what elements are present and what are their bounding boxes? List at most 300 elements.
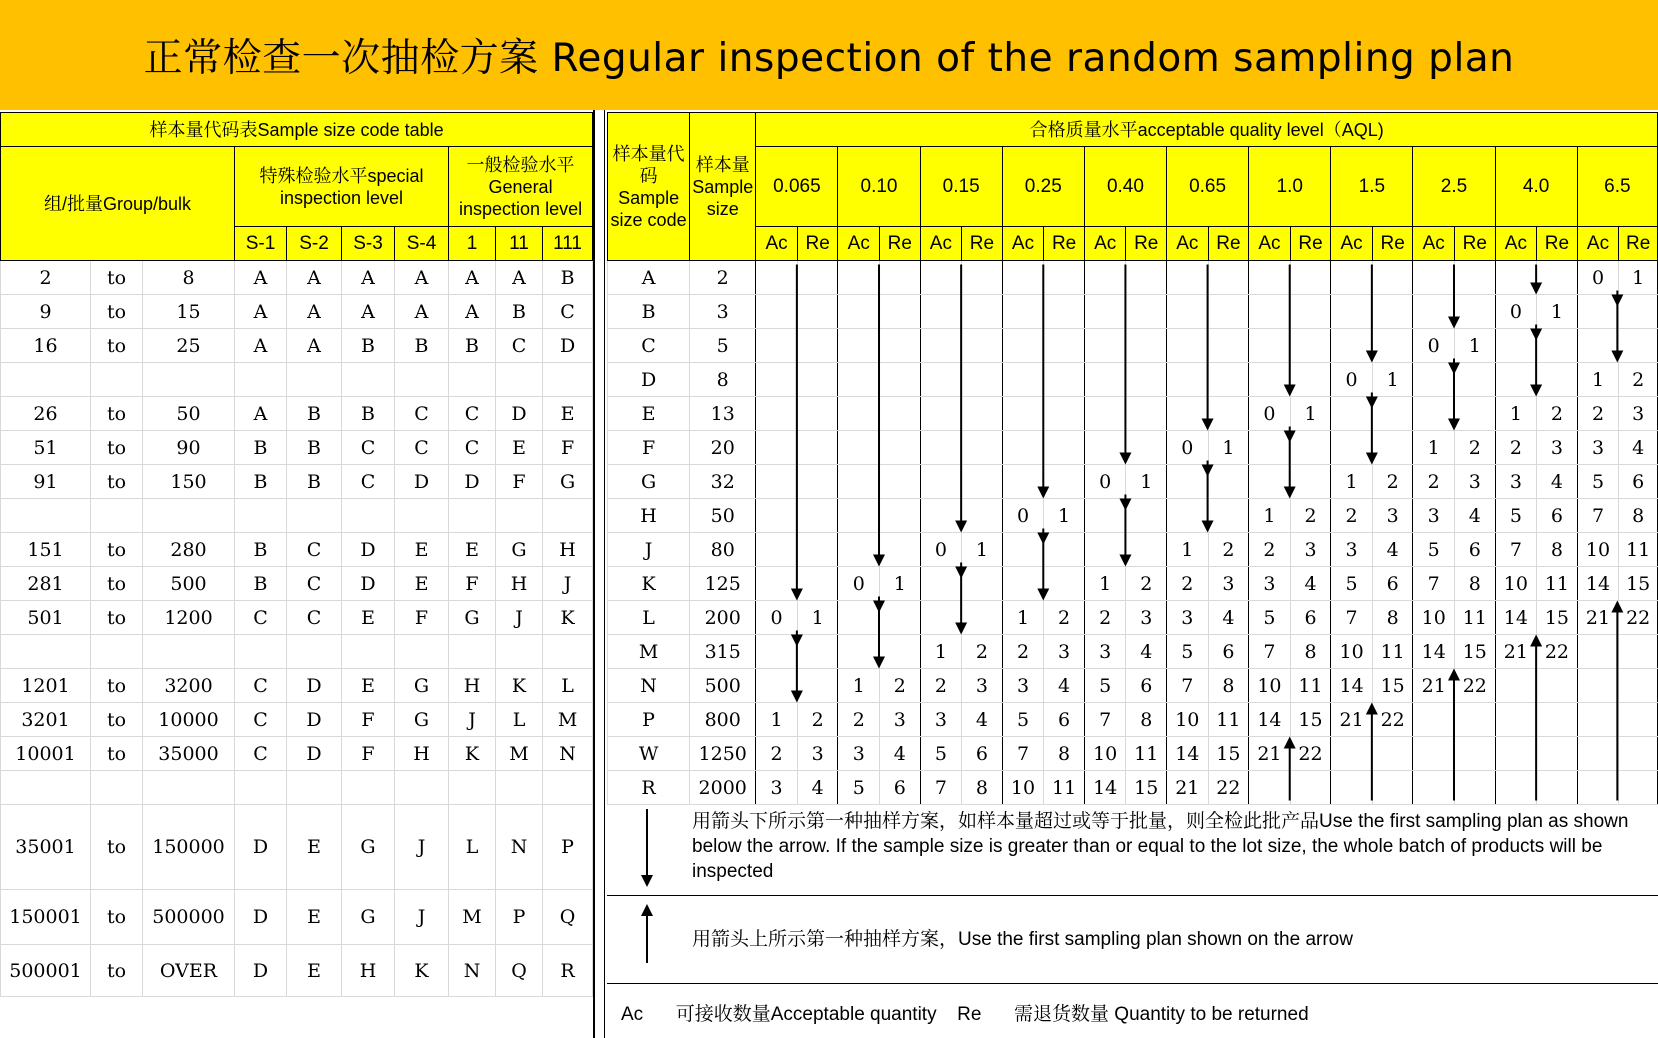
page-title: 正常检查一次抽检方案 Regular inspection of the random sampling plan bbox=[143, 36, 1515, 81]
group-end-cell: 25 bbox=[143, 329, 235, 363]
re-cell: 15 bbox=[1126, 771, 1167, 805]
group-row bbox=[1, 295, 593, 329]
group-to-cell bbox=[91, 771, 143, 805]
re-header: Re bbox=[1044, 227, 1085, 261]
code-letter-cell: E bbox=[287, 805, 342, 890]
re-cell bbox=[797, 363, 838, 397]
code-letter-cell: H bbox=[449, 669, 496, 703]
code-letter-cell bbox=[395, 499, 449, 533]
ac-cell bbox=[1495, 261, 1537, 295]
ac-cell: 21 bbox=[1331, 703, 1373, 737]
code-letter-cell: E bbox=[342, 601, 395, 635]
ac-cell bbox=[1167, 329, 1209, 363]
group-from-cell: 151 bbox=[1, 533, 91, 567]
aql-level-header: 0.15 bbox=[920, 147, 1002, 227]
code-letter-cell: D bbox=[543, 329, 593, 363]
re-header: Re bbox=[962, 227, 1003, 261]
sample-size-cell: 800 bbox=[690, 703, 756, 737]
re-header: Re bbox=[797, 227, 838, 261]
sampling-row bbox=[608, 465, 1658, 499]
group-end-cell bbox=[143, 363, 235, 397]
re-cell: 15 bbox=[1619, 567, 1658, 601]
group-from-cell: 91 bbox=[1, 465, 91, 499]
code-letter-cell: B bbox=[235, 567, 287, 601]
group-from-cell bbox=[1, 363, 91, 397]
ac-cell: 5 bbox=[1002, 703, 1044, 737]
re-cell: 11 bbox=[1290, 669, 1331, 703]
re-cell bbox=[1619, 771, 1658, 805]
re-header: Re bbox=[1290, 227, 1331, 261]
ac-cell bbox=[1249, 363, 1291, 397]
re-cell bbox=[1044, 295, 1085, 329]
ac-cell: 2 bbox=[1495, 431, 1537, 465]
ac-cell bbox=[920, 601, 962, 635]
re-cell: 1 bbox=[1619, 261, 1658, 295]
ac-cell bbox=[1577, 295, 1619, 329]
code-letter-cell: B bbox=[287, 465, 342, 499]
re-cell bbox=[962, 261, 1003, 295]
re-cell: 4 bbox=[1537, 465, 1578, 499]
re-cell bbox=[1208, 329, 1249, 363]
code-letter-cell: C bbox=[287, 567, 342, 601]
re-cell: 2 bbox=[1208, 533, 1249, 567]
re-cell bbox=[1208, 397, 1249, 431]
code-letter-cell: N bbox=[543, 737, 593, 771]
re-cell: 11 bbox=[1455, 601, 1496, 635]
ac-cell: 14 bbox=[1249, 703, 1291, 737]
re-cell bbox=[1372, 397, 1413, 431]
code-cell: J bbox=[608, 533, 690, 567]
legend-down-text: 用箭头下所示第一种抽样方案，如样本量超过或等于批量，则全检此批产品Use the first sampling plan as shown below the arrow. If the sample size is greater than or equal to the lot size, the whole batch of products will be inspected bbox=[692, 811, 1629, 882]
ac-header: Ac bbox=[756, 227, 798, 261]
re-cell bbox=[1537, 771, 1578, 805]
code-letter-cell bbox=[543, 635, 593, 669]
re-cell: 6 bbox=[962, 737, 1003, 771]
ac-cell: 7 bbox=[1495, 533, 1537, 567]
code-letter-cell: D bbox=[235, 805, 287, 890]
ac-cell bbox=[1002, 567, 1044, 601]
re-cell bbox=[1208, 465, 1249, 499]
ac-cell: 7 bbox=[1084, 703, 1126, 737]
code-letter-cell: A bbox=[287, 329, 342, 363]
ac-cell: 1 bbox=[920, 635, 962, 669]
re-cell bbox=[1044, 533, 1085, 567]
ac-cell bbox=[1577, 737, 1619, 771]
ac-cell bbox=[1002, 329, 1044, 363]
ac-cell: 0 bbox=[838, 567, 880, 601]
code-cell: F bbox=[608, 431, 690, 465]
re-cell: 3 bbox=[880, 703, 921, 737]
ac-cell bbox=[1413, 397, 1455, 431]
code-cell: N bbox=[608, 669, 690, 703]
ac-cell: 7 bbox=[1413, 567, 1455, 601]
re-cell bbox=[1372, 295, 1413, 329]
code-letter-cell: D bbox=[235, 945, 287, 997]
code-letter-cell: C bbox=[287, 533, 342, 567]
code-letter-cell: K bbox=[395, 945, 449, 997]
ac-cell: 5 bbox=[1495, 499, 1537, 533]
sample-size-cell: 8 bbox=[690, 363, 756, 397]
group-to-cell bbox=[91, 499, 143, 533]
code-letter-cell: H bbox=[395, 737, 449, 771]
code-letter-cell: C bbox=[342, 465, 395, 499]
ac-cell: 2 bbox=[1331, 499, 1373, 533]
sample-size-cell: 2 bbox=[690, 261, 756, 295]
re-cell bbox=[1372, 771, 1413, 805]
code-letter-cell: A bbox=[235, 261, 287, 295]
sampling-row bbox=[608, 261, 1658, 295]
group-from-cell: 500001 bbox=[1, 945, 91, 997]
sampling-row bbox=[608, 635, 1658, 669]
ac-cell: 1 bbox=[838, 669, 880, 703]
re-cell: 4 bbox=[797, 771, 838, 805]
code-letter-cell bbox=[496, 635, 543, 669]
ac-cell bbox=[756, 499, 798, 533]
legend-ac-label: Ac bbox=[621, 1004, 644, 1025]
re-cell bbox=[1044, 329, 1085, 363]
ac-header: Ac bbox=[1495, 227, 1537, 261]
code-letter-cell: J bbox=[395, 890, 449, 945]
code-cell: W bbox=[608, 737, 690, 771]
code-letter-cell: B bbox=[235, 431, 287, 465]
code-letter-cell bbox=[235, 771, 287, 805]
code-letter-cell bbox=[342, 635, 395, 669]
re-cell bbox=[1619, 669, 1658, 703]
code-cell: D bbox=[608, 363, 690, 397]
re-cell bbox=[880, 397, 921, 431]
code-letter-cell: C bbox=[395, 431, 449, 465]
code-letter-cell: H bbox=[496, 567, 543, 601]
ac-cell: 21 bbox=[1167, 771, 1209, 805]
re-cell: 3 bbox=[797, 737, 838, 771]
ac-header: Ac bbox=[838, 227, 880, 261]
group-to-cell bbox=[91, 635, 143, 669]
re-cell: 8 bbox=[1537, 533, 1578, 567]
re-cell: 4 bbox=[880, 737, 921, 771]
ac-cell bbox=[756, 567, 798, 601]
ac-cell bbox=[920, 295, 962, 329]
re-cell: 4 bbox=[1044, 669, 1085, 703]
ac-cell: 2 bbox=[1249, 533, 1291, 567]
ac-cell bbox=[1495, 771, 1537, 805]
code-letter-cell: C bbox=[235, 703, 287, 737]
level-header: S-1 bbox=[235, 227, 287, 261]
group-row bbox=[1, 363, 593, 397]
level-header: 11 bbox=[496, 227, 543, 261]
re-cell: 11 bbox=[1372, 635, 1413, 669]
code-letter-cell: E bbox=[287, 890, 342, 945]
re-cell: 1 bbox=[797, 601, 838, 635]
re-cell: 6 bbox=[1208, 635, 1249, 669]
group-end-cell: OVER bbox=[143, 945, 235, 997]
ac-cell: 21 bbox=[1495, 635, 1537, 669]
code-letter-cell: D bbox=[342, 533, 395, 567]
re-cell: 22 bbox=[1537, 635, 1578, 669]
ac-cell: 3 bbox=[756, 771, 798, 805]
re-cell bbox=[962, 431, 1003, 465]
sample-size-cell: 50 bbox=[690, 499, 756, 533]
re-cell: 3 bbox=[1372, 499, 1413, 533]
code-letter-cell: D bbox=[287, 703, 342, 737]
legend-acre-row bbox=[607, 984, 1658, 1038]
code-letter-cell: A bbox=[287, 261, 342, 295]
code-letter-cell: E bbox=[287, 945, 342, 997]
code-letter-cell: D bbox=[287, 669, 342, 703]
code-cell: A bbox=[608, 261, 690, 295]
ac-cell bbox=[1249, 431, 1291, 465]
ac-cell: 3 bbox=[1167, 601, 1209, 635]
group-from-cell: 10001 bbox=[1, 737, 91, 771]
re-cell bbox=[880, 431, 921, 465]
code-letter-cell: N bbox=[449, 945, 496, 997]
code-letter-cell: K bbox=[543, 601, 593, 635]
sample-size-cell: 20 bbox=[690, 431, 756, 465]
code-letter-cell: L bbox=[496, 703, 543, 737]
aql-level-header: 0.065 bbox=[756, 147, 838, 227]
sampling-row bbox=[608, 363, 1658, 397]
ac-header: Ac bbox=[1002, 227, 1044, 261]
code-letter-cell: B bbox=[543, 261, 593, 295]
re-cell bbox=[1455, 397, 1496, 431]
code-letter-cell bbox=[235, 363, 287, 397]
sample-size-cell: 1250 bbox=[690, 737, 756, 771]
code-letter-cell: E bbox=[342, 669, 395, 703]
group-to-cell: to bbox=[91, 465, 143, 499]
code-letter-cell: E bbox=[395, 533, 449, 567]
re-cell bbox=[797, 261, 838, 295]
code-cell: B bbox=[608, 295, 690, 329]
group-end-cell: 15 bbox=[143, 295, 235, 329]
ac-cell: 0 bbox=[756, 601, 798, 635]
ac-cell: 2 bbox=[1084, 601, 1126, 635]
ac-cell bbox=[838, 295, 880, 329]
ac-cell: 2 bbox=[1002, 635, 1044, 669]
code-letter-cell bbox=[496, 771, 543, 805]
code-cell: C bbox=[608, 329, 690, 363]
ac-cell bbox=[920, 329, 962, 363]
ac-header: Ac bbox=[1331, 227, 1373, 261]
re-cell: 2 bbox=[962, 635, 1003, 669]
re-cell: 8 bbox=[1290, 635, 1331, 669]
ac-cell: 5 bbox=[1084, 669, 1126, 703]
group-to-cell: to bbox=[91, 945, 143, 997]
re-cell bbox=[1126, 363, 1167, 397]
group-end-cell: 8 bbox=[143, 261, 235, 295]
legend bbox=[607, 801, 1658, 1038]
ac-cell bbox=[920, 499, 962, 533]
code-letter-cell: C bbox=[449, 397, 496, 431]
ac-cell: 2 bbox=[756, 737, 798, 771]
code-letter-cell: Q bbox=[543, 890, 593, 945]
group-row bbox=[1, 635, 593, 669]
re-cell bbox=[797, 567, 838, 601]
aql-level-header: 1.5 bbox=[1331, 147, 1413, 227]
group-end-cell: 3200 bbox=[143, 669, 235, 703]
level-header: S-3 bbox=[342, 227, 395, 261]
ac-cell: 7 bbox=[1331, 601, 1373, 635]
ac-cell bbox=[1331, 329, 1373, 363]
re-cell: 11 bbox=[1537, 567, 1578, 601]
re-cell bbox=[1044, 363, 1085, 397]
ac-cell bbox=[920, 567, 962, 601]
ac-cell: 7 bbox=[1167, 669, 1209, 703]
re-cell: 3 bbox=[1537, 431, 1578, 465]
re-header: Re bbox=[1372, 227, 1413, 261]
ac-cell: 10 bbox=[1577, 533, 1619, 567]
group-end-cell: 50 bbox=[143, 397, 235, 431]
ac-cell bbox=[1002, 363, 1044, 397]
aql-level-header: 6.5 bbox=[1577, 147, 1657, 227]
re-cell bbox=[797, 329, 838, 363]
re-header: Re bbox=[1619, 227, 1658, 261]
re-cell bbox=[797, 499, 838, 533]
code-letter-cell: M bbox=[449, 890, 496, 945]
group-end-cell bbox=[143, 635, 235, 669]
group-row bbox=[1, 601, 593, 635]
sampling-row bbox=[608, 431, 1658, 465]
legend-down-row bbox=[607, 801, 1658, 896]
re-cell bbox=[1290, 329, 1331, 363]
level-header: 111 bbox=[543, 227, 593, 261]
re-cell: 1 bbox=[1455, 329, 1496, 363]
code-letter-cell: F bbox=[449, 567, 496, 601]
ac-header: Ac bbox=[1084, 227, 1126, 261]
re-cell: 6 bbox=[880, 771, 921, 805]
code-letter-cell: B bbox=[342, 329, 395, 363]
ac-cell bbox=[756, 363, 798, 397]
code-letter-cell: A bbox=[342, 261, 395, 295]
group-row bbox=[1, 771, 593, 805]
code-letter-cell bbox=[395, 771, 449, 805]
ac-cell bbox=[756, 431, 798, 465]
ac-cell bbox=[1577, 771, 1619, 805]
aql-header: 合格质量水平acceptable quality level（AQL) bbox=[756, 113, 1658, 147]
re-cell: 8 bbox=[1126, 703, 1167, 737]
sampling-row bbox=[608, 771, 1658, 805]
group-end-cell bbox=[143, 499, 235, 533]
aql-level-header: 0.25 bbox=[1002, 147, 1084, 227]
group-row bbox=[1, 805, 593, 890]
ac-cell: 7 bbox=[1002, 737, 1044, 771]
re-cell: 1 bbox=[1290, 397, 1331, 431]
re-cell: 8 bbox=[1455, 567, 1496, 601]
re-cell bbox=[797, 295, 838, 329]
sample-size-column-header: 样本量 Sample size bbox=[690, 113, 756, 261]
group-end-cell: 500000 bbox=[143, 890, 235, 945]
re-cell: 11 bbox=[1619, 533, 1658, 567]
re-cell bbox=[880, 601, 921, 635]
group-end-cell: 90 bbox=[143, 431, 235, 465]
code-letter-cell bbox=[287, 363, 342, 397]
ac-cell: 5 bbox=[920, 737, 962, 771]
re-cell bbox=[1044, 397, 1085, 431]
re-cell: 11 bbox=[1208, 703, 1249, 737]
sample-size-cell: 3 bbox=[690, 295, 756, 329]
code-cell: G bbox=[608, 465, 690, 499]
re-cell: 1 bbox=[880, 567, 921, 601]
code-letter-cell: D bbox=[496, 397, 543, 431]
group-from-cell: 501 bbox=[1, 601, 91, 635]
legend-up-text: 用箭头上所示第一种抽样方案，Use the first sampling plan shown on the arrow bbox=[692, 929, 1353, 950]
code-letter-cell: C bbox=[287, 601, 342, 635]
group-to-cell bbox=[91, 363, 143, 397]
ac-cell bbox=[838, 397, 880, 431]
re-cell: 1 bbox=[1126, 465, 1167, 499]
re-cell bbox=[1619, 295, 1658, 329]
ac-cell bbox=[1084, 397, 1126, 431]
re-cell: 15 bbox=[1455, 635, 1496, 669]
re-cell bbox=[1455, 703, 1496, 737]
ac-cell bbox=[1331, 771, 1373, 805]
sampling-row bbox=[608, 533, 1658, 567]
ac-cell: 3 bbox=[1413, 499, 1455, 533]
ac-cell bbox=[1577, 703, 1619, 737]
re-cell: 4 bbox=[1372, 533, 1413, 567]
ac-cell bbox=[756, 295, 798, 329]
ac-cell bbox=[1413, 771, 1455, 805]
ac-cell bbox=[1331, 431, 1373, 465]
ac-cell bbox=[838, 329, 880, 363]
re-cell bbox=[880, 533, 921, 567]
code-letter-cell: C bbox=[496, 329, 543, 363]
code-letter-cell: J bbox=[543, 567, 593, 601]
group-end-cell bbox=[143, 771, 235, 805]
level-header: S-2 bbox=[287, 227, 342, 261]
re-cell bbox=[1044, 261, 1085, 295]
re-cell: 22 bbox=[1455, 669, 1496, 703]
ac-cell bbox=[1495, 703, 1537, 737]
re-cell bbox=[1537, 261, 1578, 295]
re-cell: 2 bbox=[880, 669, 921, 703]
sampling-row bbox=[608, 737, 1658, 771]
re-cell: 6 bbox=[1044, 703, 1085, 737]
group-to-cell: to bbox=[91, 669, 143, 703]
group-row bbox=[1, 329, 593, 363]
ac-cell: 5 bbox=[1167, 635, 1209, 669]
code-letter-cell: N bbox=[496, 805, 543, 890]
code-letter-cell bbox=[235, 499, 287, 533]
code-letter-cell bbox=[496, 363, 543, 397]
ac-cell: 3 bbox=[1331, 533, 1373, 567]
ac-cell: 0 bbox=[1495, 295, 1537, 329]
ac-cell bbox=[838, 499, 880, 533]
re-cell bbox=[1455, 363, 1496, 397]
ac-header: Ac bbox=[1577, 227, 1619, 261]
code-letter-cell: C bbox=[395, 397, 449, 431]
re-cell: 8 bbox=[1044, 737, 1085, 771]
ac-cell: 5 bbox=[838, 771, 880, 805]
table-divider bbox=[593, 110, 605, 1038]
ac-cell bbox=[1495, 669, 1537, 703]
code-letter-cell bbox=[287, 771, 342, 805]
group-from-cell: 35001 bbox=[1, 805, 91, 890]
ac-cell: 0 bbox=[1084, 465, 1126, 499]
code-letter-cell: C bbox=[235, 601, 287, 635]
code-letter-cell: B bbox=[449, 329, 496, 363]
ac-cell: 0 bbox=[920, 533, 962, 567]
ac-cell: 14 bbox=[1577, 567, 1619, 601]
level-header: S-4 bbox=[395, 227, 449, 261]
re-cell: 3 bbox=[1208, 567, 1249, 601]
re-cell bbox=[1372, 261, 1413, 295]
ac-cell bbox=[1495, 363, 1537, 397]
group-end-cell: 35000 bbox=[143, 737, 235, 771]
code-letter-cell: P bbox=[543, 805, 593, 890]
sample-size-code-header: 样本量代码表Sample size code table bbox=[1, 113, 593, 147]
ac-cell: 10 bbox=[1002, 771, 1044, 805]
re-cell bbox=[1044, 431, 1085, 465]
ac-cell bbox=[1577, 635, 1619, 669]
